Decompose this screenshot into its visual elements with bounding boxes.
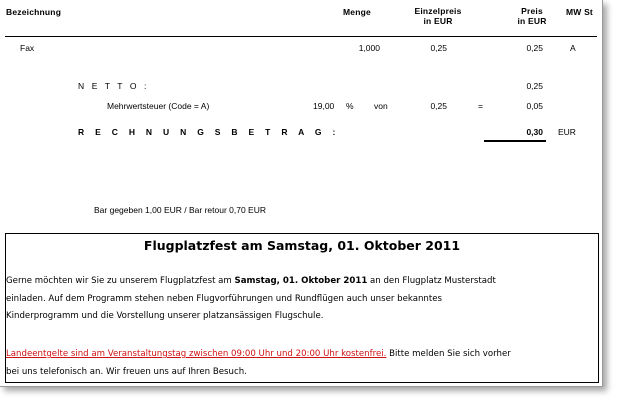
notice-p2-post: Bitte melden Sie sich vorher [386, 349, 511, 359]
item-name: Fax [20, 43, 35, 53]
header-einzelpreis [398, 6, 478, 26]
mwst-percent: % [346, 101, 354, 111]
mwst-von: von [374, 101, 388, 111]
notice-p1-line2: einladen. Auf dem Programm stehen neben Flugvorführungen und Rundflügen auch unser bekanntes [6, 293, 442, 304]
notice-box [5, 233, 599, 383]
notice-p2-red: Landeentgelte sind am Veranstaltungstag zwischen 09:00 Uhr und 20:00 Uhr kostenfrei. [6, 349, 387, 359]
total-underline [484, 140, 546, 142]
header-divider [5, 36, 597, 37]
header-preis [502, 6, 562, 26]
header-einzelpreis-line1: Einzelpreis [414, 6, 462, 16]
notice-paragraph-1 [6, 273, 596, 326]
total-value: 0,30 [526, 127, 543, 137]
netto-label: N E T T O : [78, 81, 149, 91]
mwst-equals: = [478, 101, 483, 111]
netto-value: 0,25 [526, 81, 543, 91]
item-preis: 0,25 [526, 43, 543, 53]
total-label: R E C H N U N G S B E T R A G : [78, 127, 340, 137]
header-einzelpreis-line2: in EUR [423, 16, 453, 26]
item-einzelpreis: 0,25 [430, 43, 447, 53]
mwst-rate: 19,00 [313, 101, 335, 111]
notice-p1-line1 [6, 273, 596, 291]
notice-p1-bold: Samstag, 01. Oktober 2011 [234, 276, 368, 286]
mwst-base: 0,25 [430, 101, 447, 111]
mwst-value: 0,05 [526, 101, 543, 111]
header-bezeichnung: Bezeichnung [6, 7, 62, 17]
notice-paragraph-2 [6, 346, 596, 381]
payment-note: Bar gegeben 1,00 EUR / Bar retour 0,70 EUR [94, 205, 266, 215]
mwst-label: Mehrwertsteuer (Code = A) [107, 101, 210, 111]
header-preis-line1: Preis [521, 6, 543, 16]
item-mwst: A [570, 43, 576, 53]
item-menge: 1,000 [358, 43, 380, 53]
notice-p1-line3: Kinderprogramm und die Vorstellung unserer platzansässigen Flugschule. [6, 311, 324, 321]
notice-p1-post: an den Flugplatz Musterstadt [367, 276, 496, 286]
notice-p2-line2: bei uns telefonisch an. Wir freuen uns auf Ihren Besuch. [6, 366, 247, 377]
notice-title: Flugplatzfest am Samstag, 01. Oktober 2011 [143, 238, 461, 253]
header-mwst: MW St [566, 7, 593, 17]
total-currency: EUR [558, 127, 576, 137]
notice-p1-pre: Gerne möchten wir Sie zu unserem Flugplatzfest am [6, 276, 235, 286]
header-menge: Menge [343, 7, 371, 17]
notice-p2-line1 [6, 346, 596, 364]
header-preis-line2: in EUR [517, 16, 547, 26]
